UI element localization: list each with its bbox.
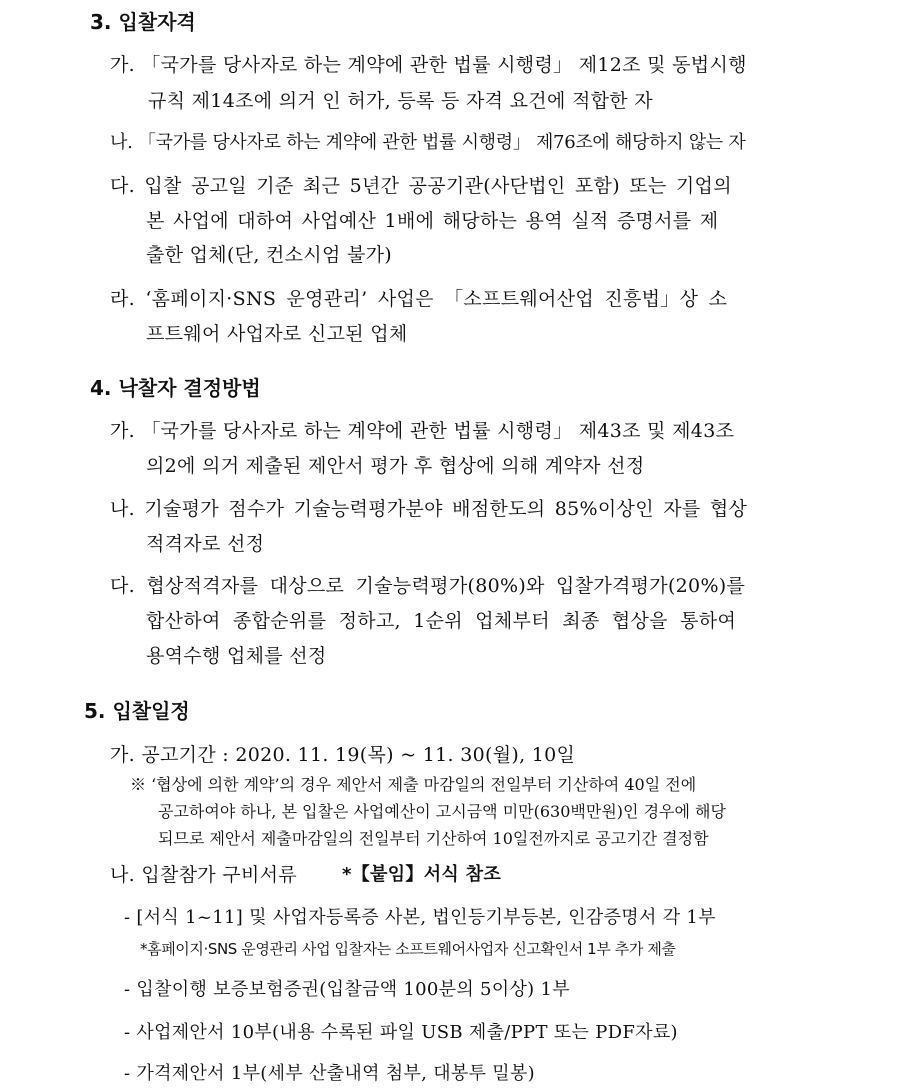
note-line-1: ※ ‘협상에 의한 계약’의 경우 제안서 제출 마감일의 전일부터 기산하여 40일 전에 xyxy=(130,775,697,794)
section-3-item-d-line-1: 라. ‘홈페이지·SNS 운영관리’ 사업은 「소프트웨어산업 진흥법」상 소 xyxy=(110,288,728,310)
section-4-item-c-line-3: 용역수행 업체를 선정 xyxy=(146,645,327,667)
section-3-item-a-line-2: 규칙 제14조에 의거 인 허가, 등록 등 자격 요건에 적합한 자 xyxy=(148,90,653,112)
section-4-item-b-line-2: 적격자로 선정 xyxy=(146,533,265,555)
section-4-item-c-line-2: 합산하여 종합순위를 정하고, 1순위 업체부터 최종 협상을 통하여 xyxy=(146,610,737,632)
section-3-title: 3. 입찰자격 xyxy=(90,10,196,34)
section-3-item-c-line-2: 본 사업에 대하여 사업예산 1배에 해당하는 용역 실적 증명서를 제 xyxy=(146,210,719,232)
announcement-period: 가. 공고기간 : 2020. 11. 19(목) ~ 11. 30(월), 10일 xyxy=(110,744,576,766)
required-docs-ref: *【붙임】서식 참조 xyxy=(342,864,502,885)
section-3-item-b-line-1: 나. 「국가를 당사자로 하는 계약에 관한 법률 시행령」 제76조에 해당하지 않는 자 xyxy=(110,132,746,153)
section-3-item-c-line-3: 출한 업체(단, 컨소시엄 불가) xyxy=(146,244,392,266)
section-5-title: 5. 입찰일정 xyxy=(84,699,190,723)
section-4-item-b-line-1: 나. 기술평가 점수가 기술능력평가분야 배점한도의 85%이상인 자를 협상 xyxy=(110,498,748,520)
doc-item-1-note: *홈페이지·SNS 운영관리 사업 입찰자는 소프트웨어사업자 신고확인서 1부 추가 제출 xyxy=(140,940,676,958)
note-line-2: 공고하여야 하나, 본 입찰은 사업예산이 고시금액 미만(630백만원)인 경우에 해당 xyxy=(158,802,726,821)
note-line-3: 되므로 제안서 제출마감일의 전일부터 기산하여 10일전까지로 공고기간 결정함 xyxy=(158,829,709,848)
doc-item-2: - 입찰이행 보증보험증권(입찰금액 100분의 5이상) 1부 xyxy=(124,979,570,1000)
doc-item-3: - 사업제안서 10부(내용 수록된 파일 USB 제출/PPT 또는 PDF자료) xyxy=(124,1022,678,1043)
section-3-item-a-line-1: 가. 「국가를 당사자로 하는 계약에 관한 법률 시행령」 제12조 및 동법시행 xyxy=(110,54,747,76)
doc-item-4: - 가격제안서 1부(세부 산출내역 첨부, 대봉투 밀봉) xyxy=(124,1063,536,1084)
section-3-item-c-line-1: 다. 입찰 공고일 기준 최근 5년간 공공기관(사단법인 포함) 또는 기업의 xyxy=(110,175,732,197)
section-4-item-c-line-1: 다. 협상적격자를 대상으로 기술능력평가(80%)와 입찰가격평가(20%)를 xyxy=(110,575,746,597)
doc-item-1: - [서식 1~11] 및 사업자등록증 사본, 법인등기부등본, 인감증명서 각 1부 xyxy=(124,907,716,928)
section-4-item-a-line-2: 의2에 의거 제출된 제안서 평가 후 협상에 의해 계약자 선정 xyxy=(146,455,645,477)
section-4-item-a-line-1: 가. 「국가를 당사자로 하는 계약에 관한 법률 시행령」 제43조 및 제43조 xyxy=(110,420,735,442)
section-4-title: 4. 낙찰자 결정방법 xyxy=(90,376,261,400)
required-docs-heading: 나. 입찰참가 구비서류 xyxy=(110,864,297,886)
section-3-item-d-line-2: 프트웨어 사업자로 신고된 업체 xyxy=(146,323,408,345)
